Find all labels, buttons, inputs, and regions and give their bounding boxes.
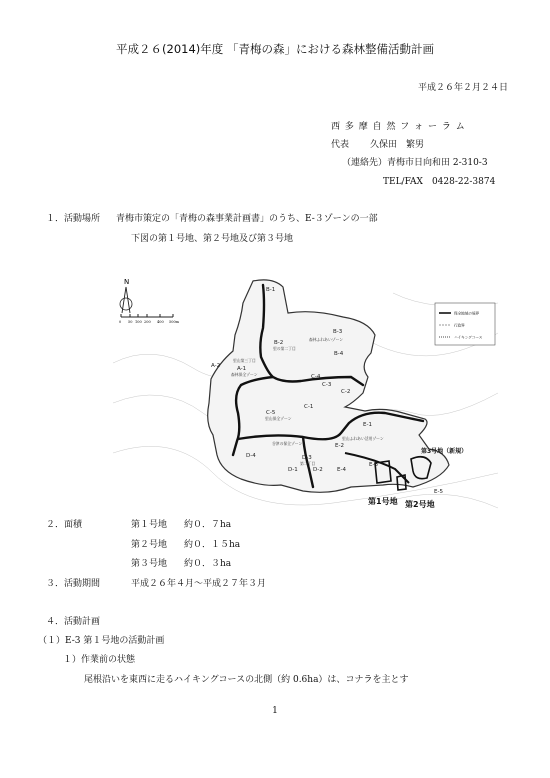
tel-fax: TEL/FAX 0428-22-3874 <box>383 177 496 187</box>
handwritten-site-3: 第3号地（新規） <box>421 448 468 455</box>
page-number: 1 <box>272 706 278 716</box>
document-date: 平成２６年２月２４日 <box>417 83 508 93</box>
zone-label: E-1 <box>363 422 372 428</box>
section1-line2: 下図の第１号地、第２号地及び第３号地 <box>131 234 294 244</box>
zone-label: D-2 <box>313 467 323 473</box>
scale-tick: 500m <box>169 320 179 324</box>
contact-address: （連絡先）青梅市日向和田 2-310-3 <box>342 158 488 168</box>
zone-note: 里の第二丁目 <box>273 346 296 351</box>
zone-note: 里山第三丁目 <box>233 358 256 363</box>
area-row-name: 第３号地 <box>131 559 168 569</box>
scale-tick: 50 <box>128 320 133 324</box>
section4-body: 尾根沿いを東西に走るハイキングコースの北側（約 0.6ha）は、コナラを主とす <box>84 675 409 685</box>
scale-tick: 0 <box>119 320 122 324</box>
compass-icon <box>120 278 132 313</box>
zone-label: E-2 <box>335 443 344 449</box>
org-name: 西 多 摩 自 然 フ ォ ー ラ ム <box>331 122 466 132</box>
zone-label: E-5 <box>434 489 443 495</box>
zone-note: 森林ふれあいゾーン <box>309 337 344 342</box>
legend-item: ハイキングコース <box>454 335 483 340</box>
section4-sub1: （１）E-3 第１号地の活動計画 <box>38 636 165 646</box>
zone-label: C-4 <box>311 374 321 380</box>
area-row-value: 約０．３ha <box>184 559 232 569</box>
zone-note: 里山ふれあい活用ゾーン <box>342 436 384 441</box>
zone-label: B-4 <box>334 351 344 357</box>
scale-bar <box>119 314 180 324</box>
section1-line1: 青梅市策定の「青梅の森事業計画書」のうち、E-３ゾーンの一部 <box>116 214 378 224</box>
zone-label: A-1 <box>237 366 247 372</box>
handwritten-site-2: 第2号地 <box>405 500 435 509</box>
scale-tick: 100 <box>135 320 142 324</box>
zone-note: 森林保全ゾーン <box>231 372 258 377</box>
zone-label: D-4 <box>246 453 256 459</box>
zone-note: 里山保全ゾーン <box>265 416 292 421</box>
scale-tick: 400 <box>157 320 164 324</box>
section3-value: 平成２６年４月～平成２７年３月 <box>131 579 267 589</box>
zone-label: C-5 <box>266 410 276 416</box>
zone-label: D-3 <box>302 455 312 461</box>
zone-note: 谷津の保全ゾーン <box>272 441 303 446</box>
legend-item: 保全地域の境界 <box>454 311 480 316</box>
zone-label: B-2 <box>274 340 284 346</box>
site-map <box>113 273 498 513</box>
zone-label: D-1 <box>288 467 298 473</box>
section4-label: ４．活動計画 <box>46 617 101 627</box>
section4-sub1-1: １）作業前の状態 <box>63 655 136 665</box>
section2-label: ２．面積 <box>46 520 83 530</box>
zone-label: C-1 <box>304 404 314 410</box>
area-row-name: 第１号地 <box>131 520 168 530</box>
zone-note: 第二丁目 <box>300 461 316 466</box>
zone-label: A-2 <box>211 363 221 369</box>
section3-label: ３．活動期間 <box>46 579 101 589</box>
document-title: 平成２６(2014)年度 「青梅の森」における森林整備活動計画 <box>116 42 434 56</box>
rep-name: 久保田 繁男 <box>370 140 425 150</box>
compass-letter: N <box>124 278 130 286</box>
map-legend <box>435 303 495 345</box>
zone-label: C-3 <box>322 382 332 388</box>
area-row-name: 第２号地 <box>131 540 168 550</box>
area-row-value: 約０．７ha <box>184 520 232 530</box>
rep-label: 代表 <box>331 140 350 150</box>
area-row-value: 約０．１５ha <box>184 540 241 550</box>
scale-tick: 200 <box>144 320 151 324</box>
zone-label: C-2 <box>341 389 351 395</box>
zone-label: E-4 <box>337 467 346 473</box>
zone-label: B-3 <box>333 329 343 335</box>
legend-item: 行政界 <box>454 323 465 328</box>
zone-label: B-1 <box>266 287 276 293</box>
zone-label: E-3 <box>369 462 378 468</box>
section1-label: １．活動場所 <box>46 214 101 224</box>
handwritten-site-1: 第1号地 <box>368 497 398 506</box>
